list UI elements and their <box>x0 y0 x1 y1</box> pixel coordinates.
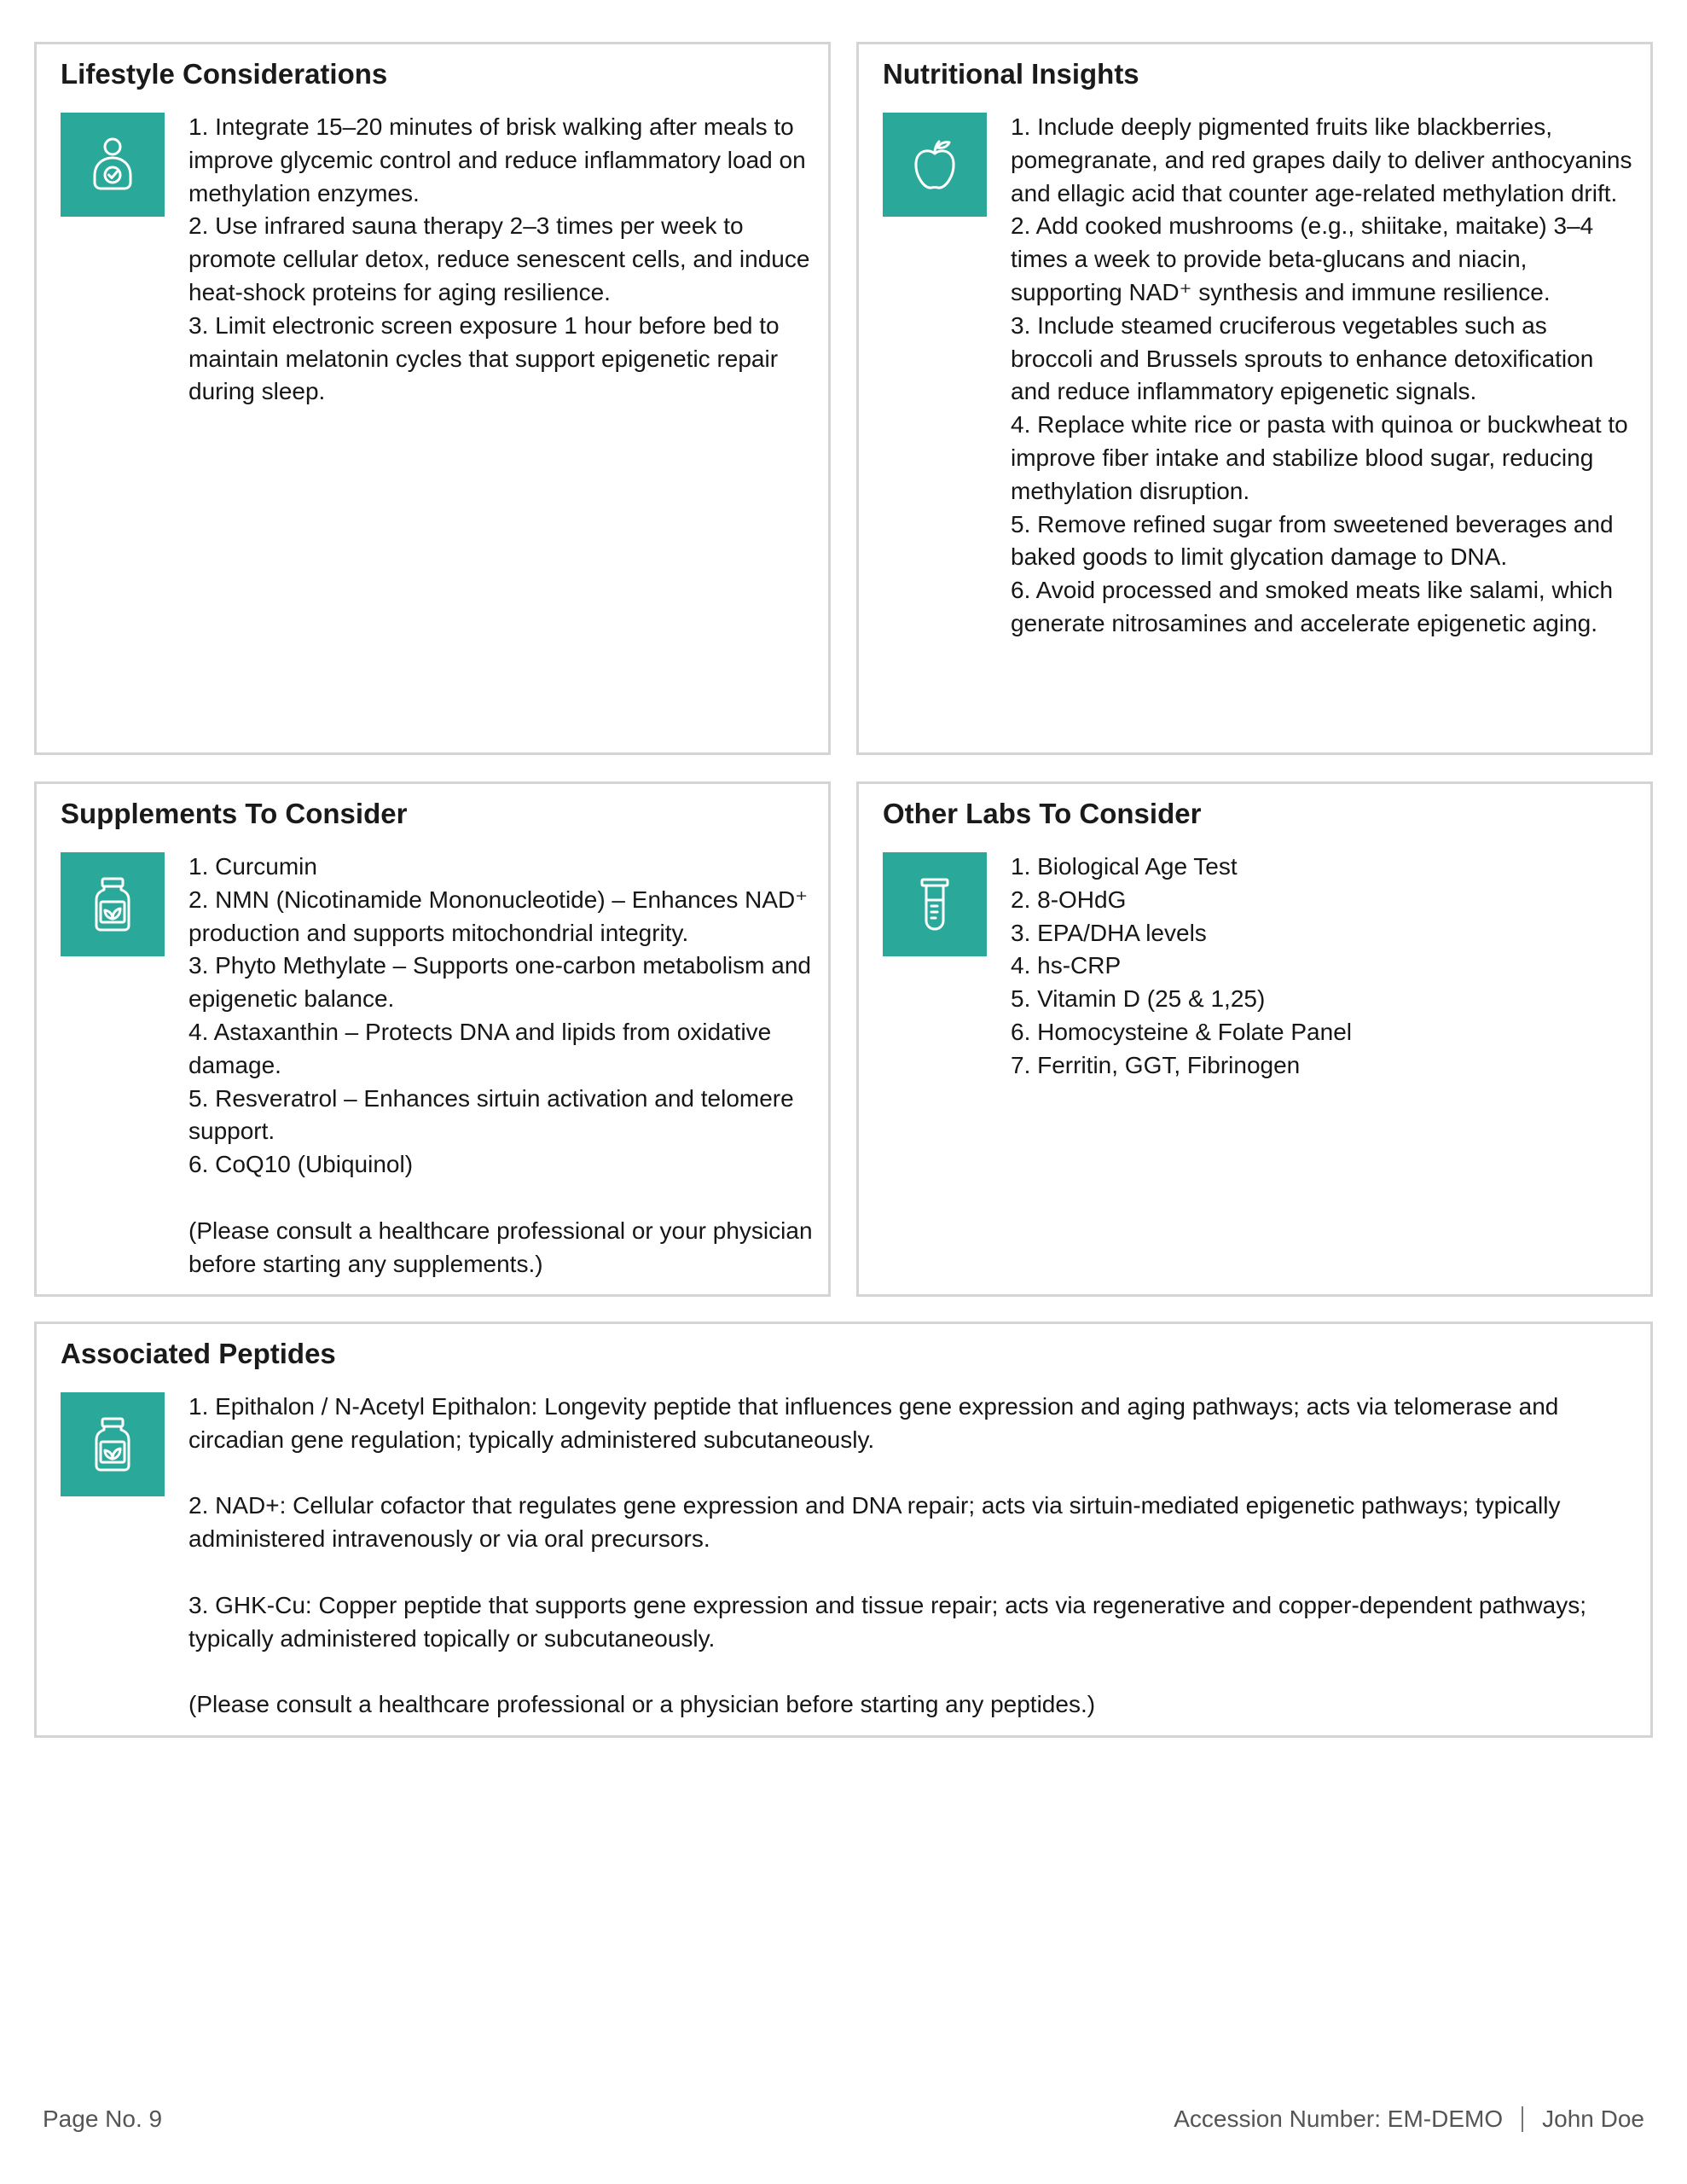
supplement-item: 4. Astaxanthin – Protects DNA and lipids from oxidative damage. <box>188 1018 772 1078</box>
peptides-disclaimer: (Please consult a healthcare professional or a physician before starting any peptides.) <box>188 1691 1096 1718</box>
supplement-item: 5. Resveratrol – Enhances sirtuin activation and telomere support. <box>188 1084 794 1145</box>
supplements-title: Supplements To Consider <box>61 798 408 829</box>
lifestyle-item: 3. Limit electronic screen exposure 1 hour before bed to maintain melatonin cycles that support epigenetic repair during sleep. <box>188 311 780 405</box>
accession-number: Accession Number: EM-DEMO <box>1174 2106 1504 2132</box>
nutrition-title: Nutritional Insights <box>883 58 1139 90</box>
report-footer-info <box>1174 2106 1644 2133</box>
lab-item: 2. 8-OHdG <box>1011 886 1127 913</box>
spacer <box>188 1556 1635 1589</box>
test-tube-icon <box>883 852 987 956</box>
nutrition-list <box>1011 111 1635 641</box>
supplements-list <box>188 851 813 1281</box>
footer-divider <box>1522 2106 1523 2132</box>
lab-item: 3. EPA/DHA levels <box>1011 919 1207 946</box>
peptide-item: 3. GHK-Cu: Copper peptide that supports gene expression and tissue repair; acts via regenerative and copper-dependent pathways; typically administered topically or subcutaneously. <box>188 1591 1586 1652</box>
person-check-icon <box>61 113 165 217</box>
lifestyle-title: Lifestyle Considerations <box>61 58 388 90</box>
peptide-item: 2. NAD+: Cellular cofactor that regulates gene expression and DNA repair; acts via sirtuin-mediated epigenetic pathways; typically administered intravenously or via oral precursors. <box>188 1492 1561 1553</box>
labs-card <box>856 781 1653 1297</box>
supplement-item: 3. Phyto Methylate – Supports one-carbon metabolism and epigenetic balance. <box>188 952 811 1013</box>
nutrition-card <box>856 42 1653 755</box>
lab-item: 1. Biological Age Test <box>1011 853 1238 880</box>
nutrition-item: 6. Avoid processed and smoked meats like salami, which generate nitrosamines and accelerate epigenetic aging. <box>1011 577 1614 636</box>
supplements-card <box>34 781 831 1297</box>
peptides-list <box>188 1391 1635 1722</box>
labs-title: Other Labs To Consider <box>883 798 1202 829</box>
peptides-title: Associated Peptides <box>61 1338 336 1369</box>
labs-list <box>1011 851 1635 1083</box>
nutrition-item: 3. Include steamed cruciferous vegetables such as broccoli and Brussels sprouts to enhance detoxification and reduce inflammatory epigenetic signals. <box>1011 311 1594 405</box>
supplement-item: 6. CoQ10 (Ubiquinol) <box>188 1151 414 1178</box>
supplement-item: 2. NMN (Nicotinamide Mononucleotide) – Enhances NAD⁺ production and supports mitochondrial integrity. <box>188 886 808 946</box>
lab-item: 4. hs-CRP <box>1011 952 1122 979</box>
spacer <box>188 1182 813 1215</box>
page-number: Page No. 9 <box>43 2106 163 2132</box>
peptide-item: 1. Epithalon / N-Acetyl Epithalon: Longevity peptide that influences gene expression and aging pathways; acts via telomerase and circadian gene regulation; typically administered subcutaneously. <box>188 1393 1559 1453</box>
lifestyle-list <box>188 111 813 409</box>
lifestyle-card <box>34 42 831 755</box>
lifestyle-item: 1. Integrate 15–20 minutes of brisk walking after meals to improve glycemic control and reduce inflammatory load on methylation enzymes. <box>188 113 806 206</box>
patient-name: John Doe <box>1542 2106 1644 2132</box>
lab-item: 5. Vitamin D (25 & 1,25) <box>1011 985 1266 1013</box>
nutrition-item: 4. Replace white rice or pasta with quinoa or buckwheat to improve fiber intake and stabilize blood sugar, reducing methylation disruption. <box>1011 411 1628 504</box>
peptides-card <box>34 1321 1653 1738</box>
supplement-bottle-icon <box>61 852 165 956</box>
nutrition-item: 1. Include deeply pigmented fruits like blackberries, pomegranate, and red grapes daily to deliver anthocyanins and ellagic acid that counter age-related methylation drift. <box>1011 113 1632 206</box>
apple-icon <box>883 113 987 217</box>
supplement-bottle-icon <box>61 1392 165 1496</box>
nutrition-item: 2. Add cooked mushrooms (e.g., shiitake, maitake) 3–4 times a week to provide beta-glucans and niacin, supporting NAD⁺ synthesis and immune resilience. <box>1011 212 1594 305</box>
spacer <box>188 1457 1635 1490</box>
spacer <box>188 1655 1635 1688</box>
supplements-disclaimer: (Please consult a healthcare professional or your physician before starting any supplements.) <box>188 1217 813 1277</box>
supplement-item: 1. Curcumin <box>188 853 317 880</box>
lab-item: 7. Ferritin, GGT, Fibrinogen <box>1011 1051 1301 1078</box>
nutrition-item: 5. Remove refined sugar from sweetened beverages and baked goods to limit glycation damage to DNA. <box>1011 510 1614 571</box>
lab-item: 6. Homocysteine & Folate Panel <box>1011 1018 1352 1045</box>
lifestyle-item: 2. Use infrared sauna therapy 2–3 times per week to promote cellular detox, reduce senescent cells, and induce heat-shock proteins for aging resilience. <box>188 212 810 305</box>
